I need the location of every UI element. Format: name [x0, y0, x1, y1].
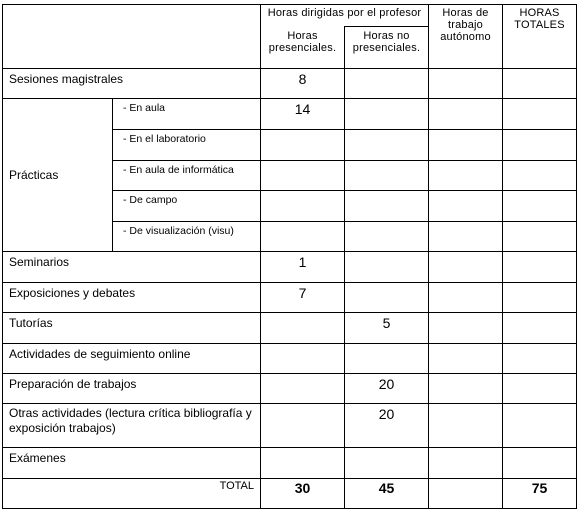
hours-table [2, 4, 577, 509]
cell-aula-totales [503, 99, 577, 130]
cell-laboratorio-autonomo [429, 130, 503, 161]
row-label-tutorias: Tutorías [3, 313, 261, 344]
cell-visualizacion-presenciales [261, 222, 345, 252]
cell-examenes-presenciales [261, 448, 345, 479]
total-label: TOTAL [3, 479, 261, 509]
cell-otras-totales [503, 404, 577, 448]
cell-campo-presenciales [261, 191, 345, 222]
cell-examenes-autonomo [429, 448, 503, 479]
row-label-visualizacion: - De visualización (visu) [113, 222, 261, 252]
cell-otras-presenciales [261, 404, 345, 448]
cell-informatica-autonomo [429, 161, 503, 191]
cell-tutorias-presenciales [261, 313, 345, 344]
table-row [3, 283, 577, 313]
header-dirigidas: Horas dirigidas por el profesor [261, 5, 429, 27]
cell-preparacion-presenciales [261, 374, 345, 404]
cell-laboratorio-no-presenciales [345, 130, 429, 161]
cell-sesiones-autonomo [429, 69, 503, 99]
cell-aula-presenciales: 14 [261, 99, 345, 130]
table-row [3, 99, 577, 130]
cell-examenes-totales [503, 448, 577, 479]
cell-preparacion-autonomo [429, 374, 503, 404]
cell-laboratorio-totales [503, 130, 577, 161]
cell-sesiones-totales [503, 69, 577, 99]
cell-informatica-totales [503, 161, 577, 191]
cell-laboratorio-presenciales [261, 130, 345, 161]
total-row [3, 479, 577, 509]
cell-otras-autonomo [429, 404, 503, 448]
total-no-presenciales: 45 [345, 479, 429, 509]
table-row [3, 252, 577, 283]
cell-sesiones-no-presenciales [345, 69, 429, 99]
cell-seguimiento-no-presenciales [345, 344, 429, 374]
row-label-examenes: Exámenes [3, 448, 261, 479]
cell-campo-autonomo [429, 191, 503, 222]
header-autonomo-label: Horas de trabajo autónomo [440, 7, 491, 43]
cell-visualizacion-autonomo [429, 222, 503, 252]
table-row [3, 374, 577, 404]
header-autonomo [429, 5, 503, 69]
row-label-campo: - De campo [113, 191, 261, 222]
cell-informatica-presenciales [261, 161, 345, 191]
cell-campo-no-presenciales [345, 191, 429, 222]
cell-seguimiento-autonomo [429, 344, 503, 374]
cell-seminarios-presenciales: 1 [261, 252, 345, 283]
cell-exposiciones-no-presenciales [345, 283, 429, 313]
row-label-informatica: - En aula de informática [113, 161, 261, 191]
row-label-laboratorio: - En el laboratorio [113, 130, 261, 161]
header-totales-label: HORAS TOTALES [514, 7, 565, 31]
total-totales: 75 [503, 479, 577, 509]
row-label-otras: Otras actividades (lectura crítica bibliografía y exposición trabajos) [3, 404, 261, 448]
row-label-aula: - En aula [113, 99, 261, 130]
table-row [3, 69, 577, 99]
cell-examenes-no-presenciales [345, 448, 429, 479]
header-no-presenciales: Horas no presenciales. [345, 27, 429, 69]
cell-preparacion-totales [503, 374, 577, 404]
cell-campo-totales [503, 191, 577, 222]
cell-preparacion-no-presenciales: 20 [345, 374, 429, 404]
total-autonomo [429, 479, 503, 509]
header-totales [503, 5, 577, 69]
cell-visualizacion-totales [503, 222, 577, 252]
cell-tutorias-autonomo [429, 313, 503, 344]
cell-exposiciones-autonomo [429, 283, 503, 313]
table-row [3, 404, 577, 448]
row-label-preparacion: Preparación de trabajos [3, 374, 261, 404]
row-label-exposiciones: Exposiciones y debates [3, 283, 261, 313]
row-label-sesiones: Sesiones magistrales [3, 69, 261, 99]
table-row [3, 313, 577, 344]
cell-seguimiento-presenciales [261, 344, 345, 374]
cell-aula-autonomo [429, 99, 503, 130]
cell-exposiciones-totales [503, 283, 577, 313]
cell-visualizacion-no-presenciales [345, 222, 429, 252]
cell-seminarios-autonomo [429, 252, 503, 283]
cell-seguimiento-totales [503, 344, 577, 374]
table-row [3, 448, 577, 479]
cell-tutorias-no-presenciales: 5 [345, 313, 429, 344]
table-row [3, 344, 577, 374]
row-label-seminarios: Seminarios [3, 252, 261, 283]
cell-aula-no-presenciales [345, 99, 429, 130]
cell-exposiciones-presenciales: 7 [261, 283, 345, 313]
cell-otras-no-presenciales: 20 [345, 404, 429, 448]
cell-sesiones-presenciales: 8 [261, 69, 345, 99]
header-empty-cell [3, 5, 261, 69]
cell-tutorias-totales [503, 313, 577, 344]
cell-seminarios-no-presenciales [345, 252, 429, 283]
total-presenciales: 30 [261, 479, 345, 509]
cell-seminarios-totales [503, 252, 577, 283]
header-presenciales: Horas presenciales. [261, 27, 345, 69]
row-label-practicas: Prácticas [3, 99, 113, 252]
cell-informatica-no-presenciales [345, 161, 429, 191]
row-label-seguimiento: Actividades de seguimiento online [3, 344, 261, 374]
